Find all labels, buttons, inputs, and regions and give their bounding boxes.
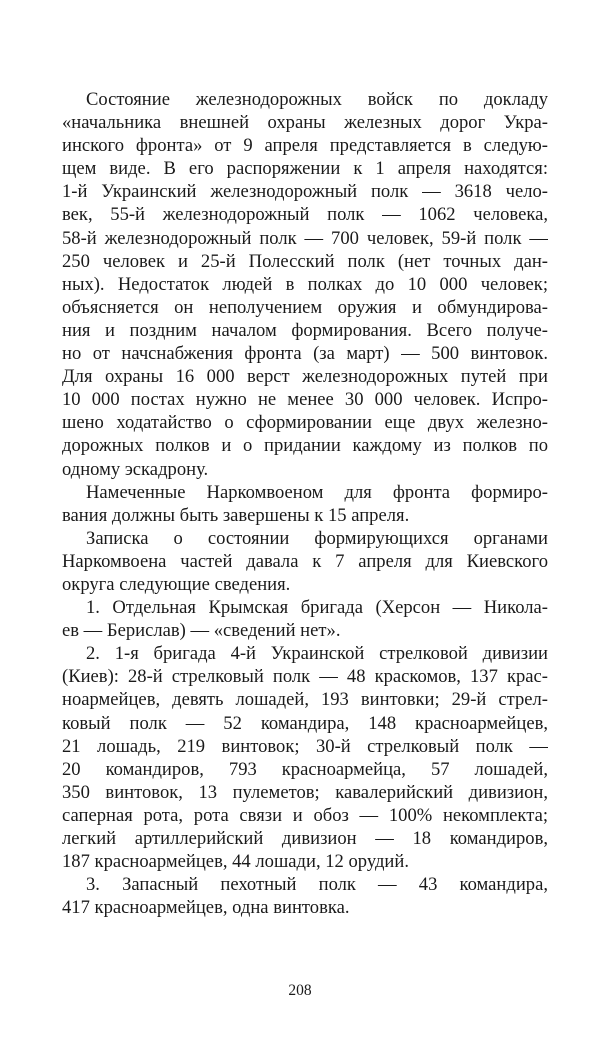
text-line: 20 командиров, 793 красноармейца, 57 лошадей, [62,758,548,780]
text-line: век, 55-й железнодорожный полк — 1062 человека, [62,204,548,226]
text-line: объясняется он неполучением оружия и обмундирова- [62,296,548,318]
text-line: округа следующие сведения. [62,573,291,595]
page-number: 208 [288,982,312,999]
paragraph-item-3 [62,873,548,919]
text-line: (Киев): 28-й стрелковый полк — 48 краскомов, 137 крас- [62,666,548,688]
text-line: ния и поздним началом формирования. Всего получе- [62,319,548,341]
text-line: Намеченные Наркомвоеном для фронта формиро- [86,481,548,503]
text-line: саперная рота, рота связи и обоз — 100% некомплекта; [62,804,548,826]
text-line: щем виде. В его распоряжении к 1 апреля находятся: [62,158,548,180]
paragraph-memo-kiev-district [62,527,548,596]
text-line: 417 красноармейцев, одна винтовка. [62,897,350,919]
text-line: 3. Запасный пехотный полк — 43 командира, [86,874,548,896]
text-line: ев — Берислав) — «сведений нет». [62,620,341,642]
text-line: шено ходатайство о сформировании еще двух железно- [62,412,548,434]
text-line: 58-й железнодорожный полк — 700 человек, 59-й полк — [62,227,548,249]
text-line: 21 лошадь, 219 винтовок; 30-й стрелковый полк — [62,735,548,757]
text-line: легкий артиллерийский дивизион — 18 командиров, [62,828,548,849]
paragraph-formations-deadline [62,481,548,527]
page-body [62,88,548,919]
paragraph-item-1 [62,596,548,642]
text-line: 350 винтовок, 13 пулеметов; кавалерийский дивизион, [62,781,548,803]
text-line: 10 000 постах нужно не менее 30 000 человек. Испро- [62,389,548,411]
text-line: Состояние железнодорожных войск по докладу [86,89,548,110]
text-line: Для охраны 16 000 верст железнодорожных путей при [62,366,548,388]
text-line: Наркомвоена частей давала к 7 апреля для Киевского [62,550,548,572]
text-line: ноармейцев, девять лошадей, 193 винтовки; 29-й стрел- [62,689,548,711]
text-line: ных). Недостаток людей в полках до 10 000 человек; [62,273,548,295]
text-line: 1. Отдельная Крымская бригада (Херсон — Никола- [86,597,548,619]
text-line: дорожных полков и о придании каждому из полков по [62,435,548,457]
text-line: 2. 1-я бригада 4-й Украинской стрелковой дивизии [86,643,548,665]
paragraph-railway-troops [62,88,548,481]
text-line: ковый полк — 52 командира, 148 красноармейцев, [62,712,548,734]
text-line: вания должны быть завершены к 15 апреля. [62,504,410,526]
text-line: 187 красноармейцев, 44 лошади, 12 орудий. [62,851,409,873]
paragraph-item-2 [62,642,548,873]
text-line: Записка о состоянии формирующихся органами [86,527,548,549]
text-line: но от начснабжения фронта (за март) — 500 винтовок. [62,343,548,365]
text-line: 250 человек и 25-й Полесский полк (нет точных дан- [62,250,548,272]
text-line: одному эскадрону. [62,458,209,480]
text-line: инского фронта» от 9 апреля представляется в следую- [62,135,548,157]
text-line: 1-й Украинский железнодорожный полк — 3618 чело- [62,181,548,203]
text-line: «начальника внешней охраны железных дорог Укра- [62,112,548,134]
